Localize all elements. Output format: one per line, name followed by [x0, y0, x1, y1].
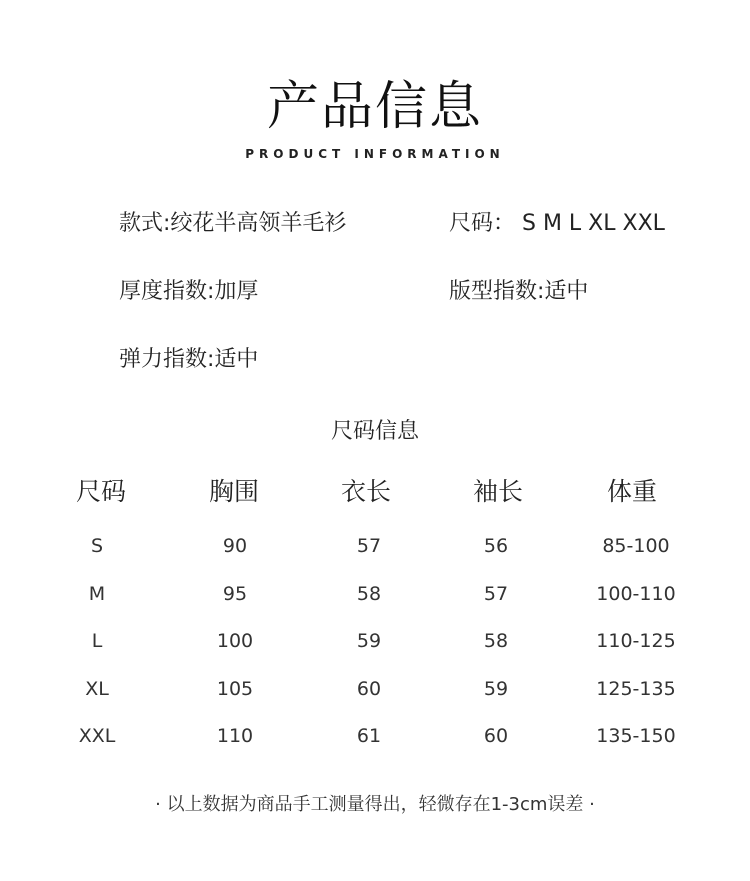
- cell-size: XL: [85, 678, 109, 700]
- cell-sleeve: 58: [483, 630, 509, 652]
- measurement-note: · 以上数据为商品手工测量得出，轻微存在1-3cm误差 ·: [155, 794, 595, 815]
- cell-length: 59: [356, 630, 382, 652]
- header-length: 衣长: [340, 477, 391, 506]
- header-weight: 体重: [606, 477, 657, 506]
- cell-length: 58: [356, 583, 382, 605]
- cell-weight: 100-110: [596, 583, 676, 605]
- attr-thickness: 厚度指数:加厚: [119, 279, 259, 304]
- cell-sleeve: 57: [483, 583, 509, 605]
- cell-length: 57: [356, 535, 382, 557]
- attr-style: 款式:绞花半高领羊毛衫: [119, 211, 347, 236]
- cell-weight: 135-150: [596, 725, 676, 747]
- cell-sleeve: 56: [483, 535, 509, 557]
- size-table-title: 尺码信息: [330, 419, 419, 444]
- cell-chest: 105: [216, 678, 254, 700]
- cell-weight: 85-100: [602, 535, 670, 557]
- attr-fit: 版型指数:适中: [449, 279, 589, 304]
- cell-length: 60: [356, 678, 382, 700]
- cell-sleeve: 60: [483, 725, 509, 747]
- header-sleeve: 袖长: [472, 477, 523, 506]
- cell-sleeve: 59: [483, 678, 509, 700]
- cell-weight: 125-135: [596, 678, 676, 700]
- cell-size: S: [90, 535, 104, 557]
- cell-chest: 100: [216, 630, 254, 652]
- page-title: 产品信息: [266, 77, 483, 137]
- cell-size: L: [91, 630, 103, 652]
- header-chest: 胸围: [208, 477, 259, 506]
- cell-chest: 110: [216, 725, 254, 747]
- cell-size: XXL: [78, 725, 116, 747]
- cell-size: M: [88, 583, 106, 605]
- cell-chest: 90: [222, 535, 248, 557]
- header-size: 尺码: [75, 477, 126, 506]
- attr-sizes: 尺码： S M L XL XXL: [449, 211, 665, 236]
- cell-chest: 95: [222, 583, 248, 605]
- cell-length: 61: [356, 725, 382, 747]
- attr-elasticity: 弹力指数:适中: [119, 347, 259, 372]
- page-subtitle: PRODUCT INFORMATION: [245, 147, 505, 161]
- cell-weight: 110-125: [596, 630, 676, 652]
